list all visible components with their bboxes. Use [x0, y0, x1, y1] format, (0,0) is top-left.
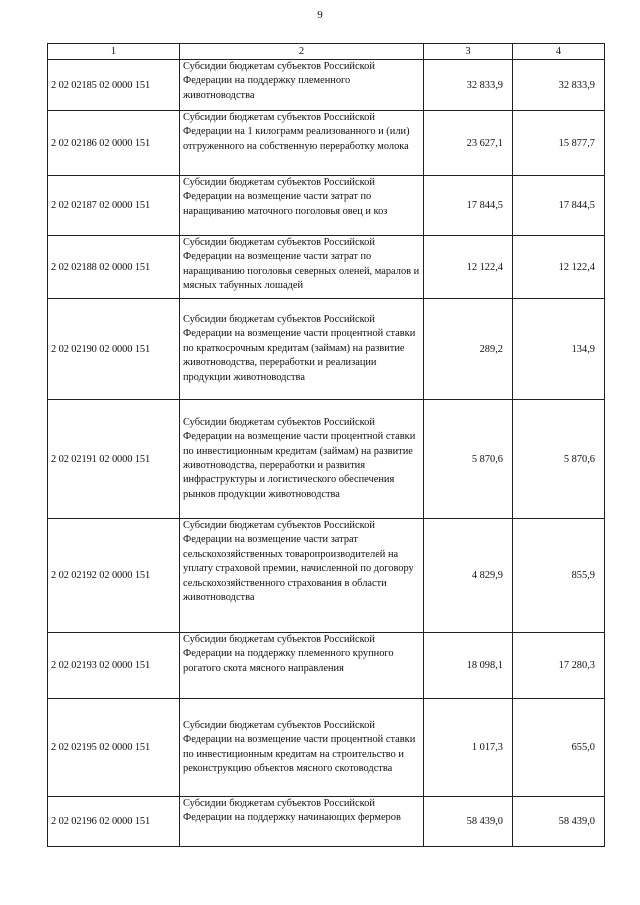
budget-code: 2 02 02191 02 0000 151: [48, 400, 180, 519]
budget-code: 2 02 02192 02 0000 151: [48, 519, 180, 633]
column-header-1: 1: [48, 44, 180, 60]
row-description: Субсидии бюджетам субъектов Российской Федерации на возмещение части процентной ставки по краткосрочным кредитам (займам) на развитие животноводства, переработки и реализации продукции животноводства: [180, 299, 424, 400]
column-header-4: 4: [513, 44, 605, 60]
value-col4: 12 122,4: [513, 236, 605, 299]
table-row: [48, 299, 605, 400]
table-row: [48, 236, 605, 299]
value-col4: 17 844,5: [513, 176, 605, 236]
value-col4: 855,9: [513, 519, 605, 633]
budget-code: 2 02 02190 02 0000 151: [48, 299, 180, 400]
header-row: [48, 44, 605, 60]
table-row: [48, 699, 605, 797]
budget-code: 2 02 02187 02 0000 151: [48, 176, 180, 236]
value-col4: 5 870,6: [513, 400, 605, 519]
value-col4: 58 439,0: [513, 797, 605, 847]
table-row: [48, 60, 605, 111]
value-col3: 1 017,3: [424, 699, 513, 797]
budget-code: 2 02 02186 02 0000 151: [48, 111, 180, 176]
value-col4: 17 280,3: [513, 633, 605, 699]
value-col3: 4 829,9: [424, 519, 513, 633]
budget-code: 2 02 02195 02 0000 151: [48, 699, 180, 797]
budget-code: 2 02 02196 02 0000 151: [48, 797, 180, 847]
value-col3: 5 870,6: [424, 400, 513, 519]
value-col3: 58 439,0: [424, 797, 513, 847]
row-description: Субсидии бюджетам субъектов Российской Федерации на возмещение части затрат по наращиванию маточного поголовья овец и коз: [180, 176, 424, 236]
table-row: [48, 519, 605, 633]
row-description: Субсидии бюджетам субъектов Российской Федерации на поддержку начинающих фермеров: [180, 797, 424, 847]
row-description: Субсидии бюджетам субъектов Российской Федерации на поддержку племенного крупного рогатого скота мясного направления: [180, 633, 424, 699]
row-description: Субсидии бюджетам субъектов Российской Федерации на 1 килограмм реализованного и (или) отгруженного на собственную переработку молока: [180, 111, 424, 176]
budget-code: 2 02 02188 02 0000 151: [48, 236, 180, 299]
value-col4: 134,9: [513, 299, 605, 400]
row-description: Субсидии бюджетам субъектов Российской Федерации на возмещение части процентной ставки по инвестиционным кредитам на строительство и реконструкцию объектов мясного скотоводства: [180, 699, 424, 797]
row-description: Субсидии бюджетам субъектов Российской Федерации на возмещение части затрат сельскохозяйственных товаропроизводителей на уплату страховой премии, начисленной по договору сельскохозяйственного страхования в области животноводства: [180, 519, 424, 633]
budget-code: 2 02 02193 02 0000 151: [48, 633, 180, 699]
column-header-2: 2: [180, 44, 424, 60]
page-number: 9: [317, 9, 323, 21]
table-row: [48, 176, 605, 236]
table-row: [48, 400, 605, 519]
value-col3: 17 844,5: [424, 176, 513, 236]
row-description: Субсидии бюджетам субъектов Российской Федерации на поддержку племенного животноводства: [180, 60, 424, 111]
value-col4: 15 877,7: [513, 111, 605, 176]
value-col4: 655,0: [513, 699, 605, 797]
column-header-3: 3: [424, 44, 513, 60]
table-row: [48, 111, 605, 176]
budget-table: [47, 43, 605, 847]
value-col3: 12 122,4: [424, 236, 513, 299]
value-col4: 32 833,9: [513, 60, 605, 111]
value-col3: 289,2: [424, 299, 513, 400]
value-col3: 32 833,9: [424, 60, 513, 111]
row-description: Субсидии бюджетам субъектов Российской Федерации на возмещение части затрат по наращиванию поголовья северных оленей, маралов и мясных табунных лошадей: [180, 236, 424, 299]
table-row: [48, 797, 605, 847]
row-description: Субсидии бюджетам субъектов Российской Федерации на возмещение части процентной ставки по инвестиционным кредитам (займам) на развитие животноводства, переработки и развития инфраструктуры и логистического обеспечения рынков продукции животноводства: [180, 400, 424, 519]
table-row: [48, 633, 605, 699]
budget-code: 2 02 02185 02 0000 151: [48, 60, 180, 111]
value-col3: 18 098,1: [424, 633, 513, 699]
value-col3: 23 627,1: [424, 111, 513, 176]
